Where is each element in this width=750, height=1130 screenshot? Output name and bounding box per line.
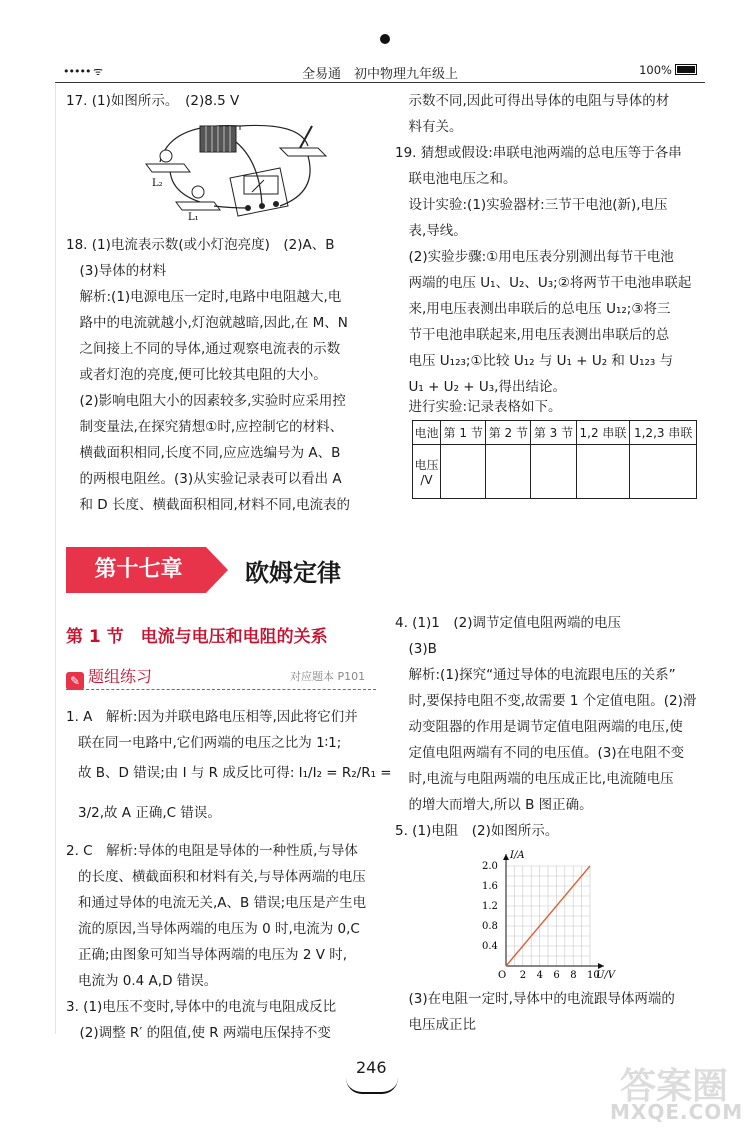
iv-chart (470, 846, 630, 982)
text-line: 路中的电流就越小,灯泡就越暗,因此,在 M、N (66, 315, 348, 331)
text-line: (2)调整 R′ 的阻值,使 R 两端电压保持不变 (66, 1025, 331, 1041)
text-line: (3)B (395, 641, 437, 657)
y-tick-label: 1.2 (482, 901, 498, 912)
text-line: 横截面积相同,长度不同,应应选编号为 A、B (66, 445, 341, 461)
text-line: 时,要保持电阻不变,故需要 1 个定值电阻。(2)滑 (395, 693, 697, 709)
label-l1: L₁ (188, 212, 199, 223)
answer-17: 17. (1)如图所示。 (2)8.5 V (66, 93, 240, 109)
table-cell (486, 445, 531, 499)
y-tick-label: 0.4 (482, 941, 498, 952)
text-line: 或者灯泡的亮度,便可比较其电阻的大小。 (66, 367, 327, 383)
text-line: U₁ + U₂ + U₃,得出结论。 (395, 379, 566, 395)
table-cell (531, 445, 576, 499)
status-bar (55, 62, 705, 83)
text-line: 故 B、D 错误;由 I 与 R 成反比可得: I₁/I₂ = R₂/R₁ = (78, 765, 392, 781)
x-tick-label: O (498, 970, 507, 981)
text-line: 3/2,故 A 正确,C 错误。 (78, 805, 221, 821)
text-line: 的两根电阻丝。(3)从实验记录表可以看出 A (66, 471, 342, 487)
text-line: 动变阻器的作用是调节定值电阻两端的电压,使 (395, 719, 683, 735)
answer-18: 18. (1)电流表示数(或小灯泡亮度) (2)A、B (66, 237, 335, 253)
y-axis-label: I/A (510, 850, 525, 861)
x-tick-label: 10 (587, 970, 600, 981)
text-line: (2)影响电阻大小的因素较多,实验时应采用控 (66, 393, 346, 409)
y-tick-label: 0.8 (482, 921, 498, 932)
text-line: 两端的电压 U₁、U₂、U₃;②将两节干电池串联起 (395, 275, 692, 291)
page-rail (55, 84, 56, 1034)
text-line: 和通过导体的电流无关,A、B 错误;电压是产生电 (78, 895, 367, 911)
chapter-tag: 第十七章 (94, 557, 183, 582)
text-line: 进行实验:记录表格如下。 (395, 399, 562, 415)
answer-19: 19. 猜想或假设:串联电池两端的总电压等于各串 (395, 145, 682, 161)
x-tick-label: 2 (519, 970, 527, 981)
chapter-name: 欧姆定律 (245, 559, 341, 587)
answer-3: 3. (1)电压不变时,导体中的电流与电阻成反比 (66, 999, 337, 1015)
x-axis-label: U/V (596, 970, 616, 981)
camera-dot (380, 34, 390, 44)
x-tick-label: 8 (570, 970, 577, 981)
y-tick-label: 1.6 (482, 881, 498, 892)
answer-5: 5. (1)电阻 (2)如图所示。 (395, 823, 559, 839)
page-number-curve (346, 1078, 398, 1094)
book-title: 全易通 初中物理九年级上 (301, 67, 458, 82)
text-line: 来,用电压表测出串联后的总电压 U₁₂;③将三 (395, 301, 671, 317)
x-axis-arrow (598, 963, 604, 969)
watermark-site: MXQE.COM (610, 1100, 744, 1124)
group-page-ref: 对应题本 P101 (290, 670, 366, 683)
text-line: 时,电流与电阻两端的电压成正比,电流随电压 (395, 771, 674, 787)
table-header: 第 3 节 (531, 421, 576, 445)
text-line: (2)实验步骤:①用电压表分别测出每节干电池 (395, 249, 674, 265)
text-line: 定值电阻两端有不同的电压值。(3)在电阻不变 (395, 745, 685, 761)
x-tick-label: 6 (553, 970, 560, 981)
y-axis-arrow (503, 854, 509, 860)
text-line: 料有关。 (395, 119, 463, 135)
record-table (412, 420, 697, 499)
text-line: 电压成正比 (395, 1017, 476, 1033)
text-line: 节干电池串联起来,用电压表测出串联后的总 (395, 327, 670, 343)
table-header: 第 2 节 (486, 421, 531, 445)
table-header: 1,2 串联 (576, 421, 630, 445)
y-tick-label: 2.0 (482, 861, 498, 872)
table-header: 电池 (413, 421, 441, 445)
watermark-logo: 答案圈 (620, 1066, 729, 1107)
table-cell (630, 445, 697, 499)
table-header: 第 1 节 (441, 421, 486, 445)
answer-1: 1. A 解析:因为并联电路电压相等,因此将它们并 (66, 709, 358, 725)
page-number: 246 (356, 1058, 387, 1077)
group-heading: ✎ 题组练习 (66, 664, 152, 690)
chapter-banner (66, 547, 228, 593)
table-header: 1,2,3 串联 (630, 421, 697, 445)
divider (66, 689, 376, 691)
text-line: 示数不同,因此可得出导体的电阻与导体的材 (395, 93, 670, 109)
table-row-label: 电压 /V (413, 445, 441, 499)
signal-wifi-icon: ••••• ᯤ (63, 65, 102, 78)
pencil-icon: ✎ (66, 672, 84, 690)
text-line: 电流为 0.4 A,D 错误。 (78, 973, 218, 989)
x-tick-label: 4 (536, 970, 543, 981)
text-line: 联电池电压之和。 (395, 171, 517, 187)
table-cell (576, 445, 630, 499)
answer-2: 2. C 解析:导体的电阻是导体的一种性质,与导体 (66, 843, 358, 859)
section-title: 第 1 节 电流与电压和电阻的关系 (66, 627, 328, 647)
battery-indicator: 100% (639, 63, 697, 77)
text-line: 流的原因,当导体两端的电压为 0 时,电流为 0,C (78, 921, 360, 937)
text-line: 解析:(1)电源电压一定时,电路中电阻越大,电 (66, 289, 342, 305)
text-line: 之间接上不同的导体,通过观察电流表的示数 (66, 341, 341, 357)
text-line: (3)在电阻一定时,导体中的电流跟导体两端的 (395, 991, 675, 1007)
text-line: 和 D 长度、横截面积相同,材料不同,电流表的 (66, 497, 351, 513)
text-line: 正确;由图象可知当导体两端的电压为 2 V 时, (78, 947, 348, 963)
label-l2: L₂ (152, 178, 163, 189)
text-line: 解析:(1)探究“通过导体的电流跟电压的关系” (395, 667, 676, 683)
text-line: 的长度、横截面积和材料有关,与导体两端的电压 (78, 869, 366, 885)
circuit-diagram (140, 112, 340, 224)
answer-4: 4. (1)1 (2)调节定值电阻两端的电压 (395, 615, 622, 631)
text-line: (3)导体的材料 (66, 263, 167, 279)
text-line: 制变量法,在探究猜想①时,应控制它的材料、 (66, 419, 344, 435)
text-line: 表,导线。 (395, 223, 467, 239)
text-line: 联在同一电路中,它们两端的电压之比为 1∶1; (78, 735, 342, 751)
table-cell (441, 445, 486, 499)
text-line: 电压 U₁₂₃;①比较 U₁₂ 与 U₁ + U₂ 和 U₁₂₃ 与 (395, 353, 674, 369)
text-line: 设计实验:(1)实验器材:三节干电池(新),电压 (395, 197, 668, 213)
text-line: 的增大而增大,所以 B 图正确。 (395, 797, 593, 813)
battery-icon (675, 64, 697, 75)
